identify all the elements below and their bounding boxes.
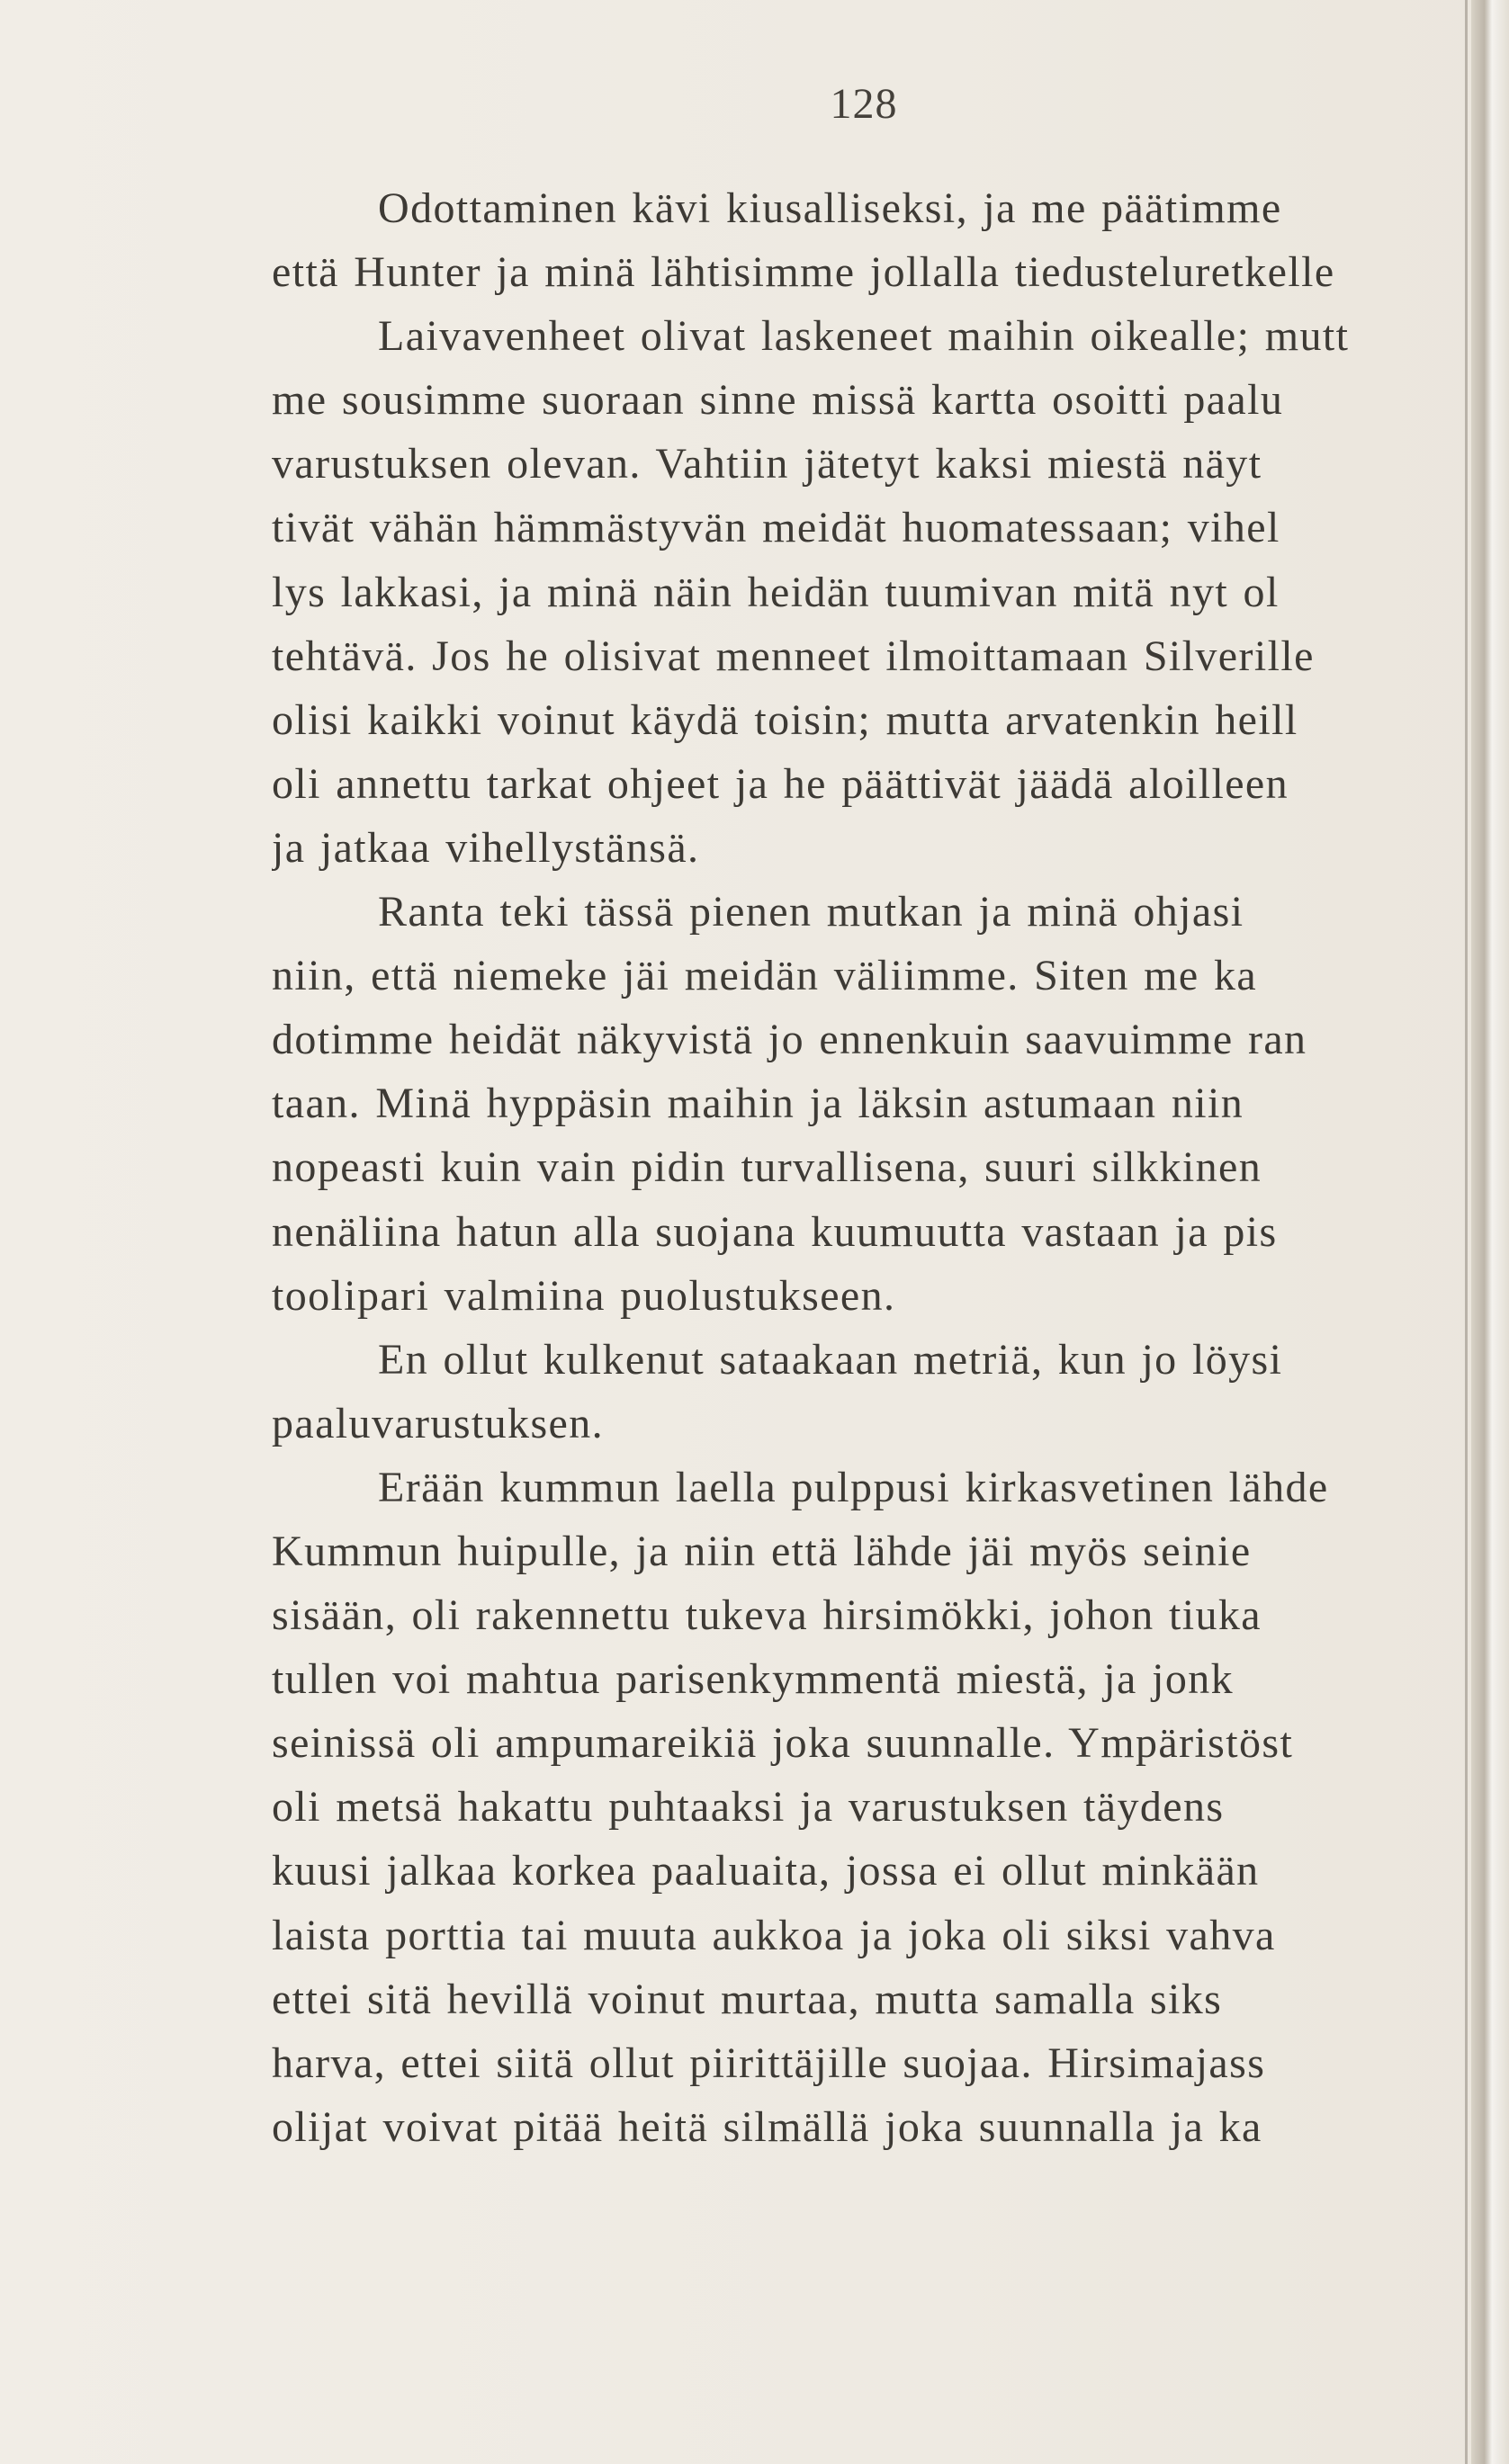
- text-line: ettei sitä hevillä voinut murtaa, mutta samalla siks: [272, 1975, 1223, 2023]
- text-line: varustuksen olevan. Vahtiin jätetyt kaksi miestä näyt: [272, 440, 1262, 488]
- text-line: ja jatkaa vihellystänsä.: [272, 823, 700, 872]
- text-line: Laivavenheet olivat laskeneet maihin oikealle; mutt: [378, 312, 1350, 361]
- text-line: oli annettu tarkat ohjeet ja he päättivät jäädä aloilleen: [272, 759, 1289, 808]
- text-line: että Hunter ja minä lähtisimme jollalla tiedusteluretkelle: [272, 248, 1335, 297]
- text-line: Ranta teki tässä pienen mutkan ja minä ohjasi: [378, 888, 1244, 936]
- text-line: taan. Minä hyppäsin maihin ja läksin astumaan niin: [272, 1080, 1244, 1128]
- text-line: me sousimme suoraan sinne missä kartta osoitti paalu: [272, 376, 1284, 425]
- text-line: seinissä oli ampumareikiä joka suunnalle. Ympäristöst: [272, 1719, 1294, 1768]
- text-line: tullen voi mahtua parisenkymmentä miestä, ja jonk: [272, 1655, 1235, 1704]
- text-line: nenäliina hatun alla suojana kuumuutta vastaan ja pis: [272, 1207, 1278, 1256]
- page-number: 128: [830, 80, 898, 128]
- text-line: tehtävä. Jos he olisivat menneet ilmoittamaan Silverille: [272, 632, 1315, 680]
- body-text: [272, 176, 1469, 2159]
- text-line: lys lakkasi, ja minä näin heidän tuumivan mitä nyt ol: [272, 568, 1280, 616]
- text-line: nopeasti kuin vain pidin turvallisena, suuri silkkinen: [272, 1143, 1262, 1192]
- text-line: Erään kummun laella pulppusi kirkasvetinen lähde: [378, 1463, 1329, 1511]
- book-spine: [1471, 0, 1509, 2464]
- text-line: olijat voivat pitää heitä silmällä joka suunnalla ja ka: [272, 2102, 1262, 2151]
- text-line: niin, että niemeke jäi meidän väliimme. Siten me ka: [272, 952, 1258, 1000]
- text-line: olisi kaikki voinut käydä toisin; mutta arvatenkin heill: [272, 695, 1298, 744]
- text-line: tivät vähän hämmästyvän meidät huomatessaan; vihel: [272, 504, 1280, 552]
- text-line: kuusi jalkaa korkea paaluaita, jossa ei ollut minkään: [272, 1847, 1260, 1895]
- text-line: Kummun huipulle, ja niin että lähde jäi myös seinie: [272, 1527, 1252, 1575]
- text-line: laista porttia tai muuta aukkoa ja joka oli siksi vahva: [272, 1911, 1276, 1959]
- text-line: Odottaminen kävi kiusalliseksi, ja me päätimme: [378, 184, 1282, 232]
- text-line: oli metsä hakattu puhtaaksi ja varustuksen täydens: [272, 1783, 1225, 1832]
- text-line: harva, ettei siitä ollut piirittäjille suojaa. Hirsimajass: [272, 2038, 1266, 2087]
- text-line: dotimme heidät näkyvistä jo ennenkuin saavuimme ran: [272, 1016, 1307, 1064]
- text-line: sisään, oli rakennettu tukeva hirsimökki, johon tiuka: [272, 1591, 1262, 1640]
- text-line: En ollut kulkenut sataakaan metriä, kun jo löysi: [378, 1335, 1283, 1384]
- text-line: paaluvarustuksen.: [272, 1399, 605, 1447]
- text-line: toolipari valmiina puolustukseen.: [272, 1271, 896, 1320]
